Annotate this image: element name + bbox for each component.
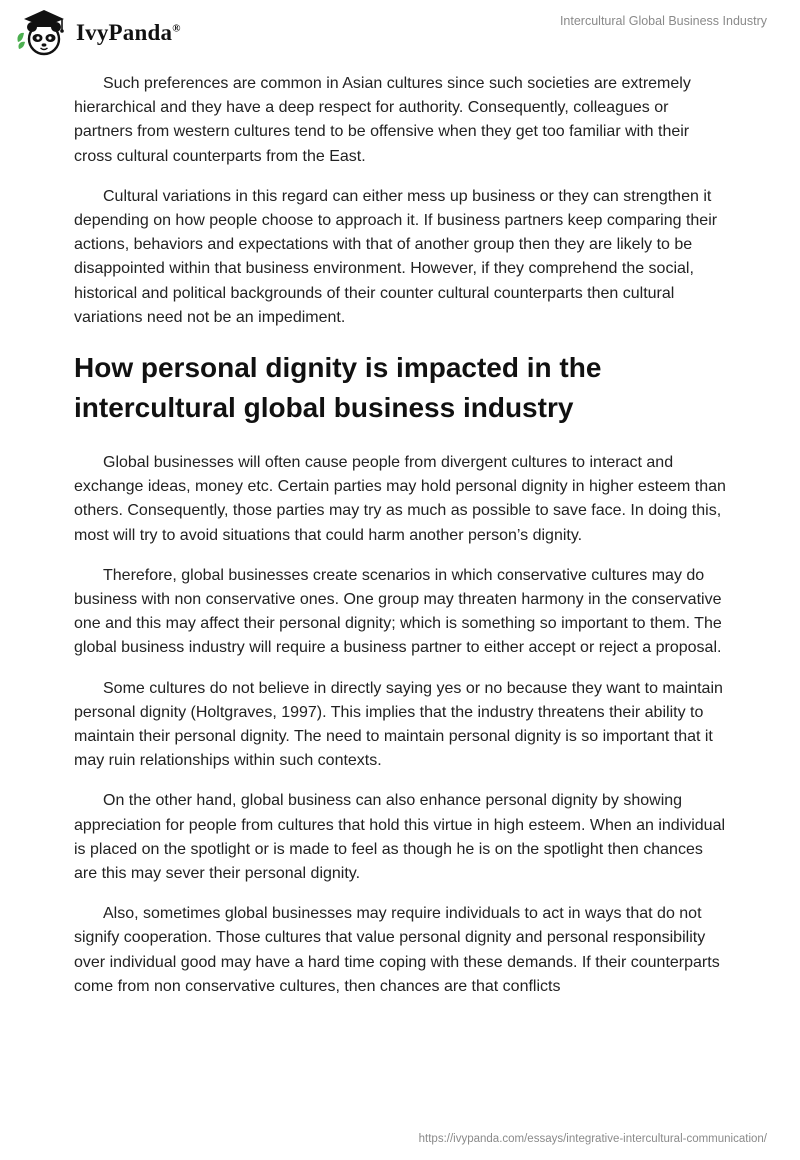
paragraph: Therefore, global businesses create scenarios in which conservative cultures may do business with non conservative ones. One group may threaten harmony in the conservative one and this may affect their personal dignity; which is something so important to them. The global business industry will require a business partner to either accept or reject a proposal. bbox=[74, 566, 722, 657]
running-title: Intercultural Global Business Industry bbox=[559, 14, 767, 28]
paragraph: Such preferences are common in Asian cultures since such societies are extremely hierarchical and they have a deep respect for authority. Consequently, colleagues or partners from western cultures tend to be offensive when they get too familiar with their cross cultural counterparts from the East. bbox=[74, 75, 691, 165]
paragraph: Cultural variations in this regard can either mess up business or they can strengthen it depending on how people choose to approach it. If business partners keep comparing their actions, behaviors and expectations with that of another group then they are likely to be disappointed within that business environment. However, if they comprehend the social, historical and political backgrounds of their counter cultural counterparts then cultural variations need not be an impediment. bbox=[74, 187, 718, 326]
paragraph: Also, sometimes global businesses may require individuals to act in ways that do not signify cooperation. Those cultures that value personal dignity and personal responsibility over individual good may have a hard time coping with these demands. If their counterparts come from non conservative cultures, then chances are that conflicts bbox=[74, 905, 720, 995]
source-url[interactable]: https://ivypanda.com/essays/integrative-intercultural-communication/ bbox=[418, 1133, 767, 1145]
paragraph: On the other hand, global business can also enhance personal dignity by showing appreciation for people from cultures that hold this virtue in high esteem. When an individual is placed on the spotlight or is made to feel as though he is on the spotlight then chances are this may sever their personal dignity. bbox=[74, 792, 726, 883]
brand-name: IvyPanda® bbox=[76, 20, 181, 45]
registered-mark: ® bbox=[172, 22, 181, 35]
page-header bbox=[0, 0, 800, 70]
essay-content bbox=[74, 72, 730, 1015]
section-heading: How personal dignity is impacted in the intercultural global business industry bbox=[74, 352, 602, 424]
paragraph: Some cultures do not believe in directly saying yes or no because they want to maintain personal dignity (Holtgraves, 1997). This implies that the industry threatens their ability to maintain their personal dignity. The need to maintain personal dignity is so important that it may ruin relationships within such contexts. bbox=[74, 679, 723, 770]
paragraph: Global businesses will often cause people from divergent cultures to interact and exchange ideas, money etc. Certain parties may hold personal dignity in higher esteem than others. Consequently, those parties may try as much as possible to save face. In doing this, most will try to avoid situations that could harm another person’s dignity. bbox=[74, 454, 726, 544]
panda-graduation-cap-icon bbox=[14, 8, 72, 58]
ivypanda-logo[interactable] bbox=[14, 8, 181, 58]
